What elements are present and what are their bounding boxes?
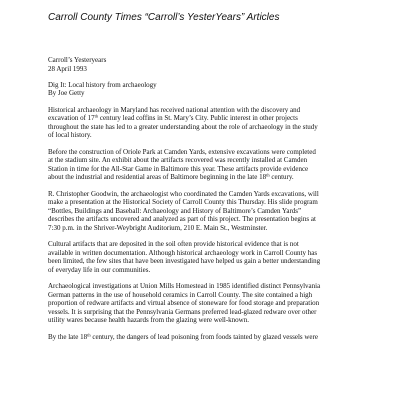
text-line: describes the artifacts uncovered and analyzed as part of this project. The presentation begins at [48, 215, 316, 224]
text-line: Historical archaeology in Maryland has received national attention with the discovery and [48, 105, 301, 114]
text-line: utility wares because health hazards from the glazing were well-known. [48, 316, 249, 325]
article-byline: By Joe Getty [48, 89, 85, 98]
paragraph-5 [48, 282, 364, 325]
article-body [48, 56, 364, 349]
text-line: “Bottles, Buildings and Baseball: Archaeology and History of Baltimore’s Camden Yards” [48, 206, 302, 215]
text-line: make a presentation at the Historical Society of Carroll County this Thursday. His slide program [48, 198, 318, 207]
superscript: th [87, 332, 91, 337]
article-meta [48, 56, 364, 73]
text-segment: century lead coffins in St. Mary’s City. Public interest in other projects [98, 114, 298, 123]
paragraph-2 [48, 148, 364, 182]
text-line: available in written documentation. Although historical archaeology work in Carroll County has [48, 248, 318, 257]
text-line: of everyday life in our communities. [48, 265, 151, 274]
text-line: Before the construction of Oriole Park at Camden Yards, extensive excavations were completed [48, 147, 316, 156]
text-segment: about the industrial and residential areas of Baltimore beginning in the late 18 [48, 173, 267, 182]
text-line: at the stadium site. An exhibit about the artifacts recovered was recently installed at Camden [48, 156, 308, 165]
text-line: R. Christopher Goodwin, the archaeologist who coordinated the Camden Yards excavations, will [48, 189, 319, 198]
paragraph-6 [48, 333, 364, 342]
text-segment: century. [269, 173, 294, 182]
text-line: been limited, the few sites that have been investigated have helped us gain a better understanding [48, 257, 321, 266]
text-line: proportion of redware artifacts and virtual absence of stoneware for food storage and preparation [48, 299, 320, 308]
text-segment: excavation of 17 [48, 114, 95, 123]
text-line [48, 114, 364, 123]
text-line: German patterns in the use of household ceramics in Carroll County. The site contained a high [48, 290, 313, 299]
text-line: vessels. It is surprising that the Pennsylvania Germans preferred lead-glazed redware over other [48, 307, 317, 316]
text-line: throughout the state has led to a greater understanding about the role of archaeology in the study [48, 122, 318, 131]
paragraph-4 [48, 240, 364, 274]
article-heading [48, 81, 364, 98]
column-name: Carroll’s Yesteryears [48, 56, 107, 64]
text-line [48, 173, 364, 182]
paragraph-3 [48, 190, 364, 233]
superscript: th [266, 172, 270, 178]
paragraph-1 [48, 106, 364, 140]
article-date: 28 April 1993 [48, 64, 87, 73]
text-line: of local history. [48, 131, 92, 140]
text-line [48, 333, 364, 342]
superscript: th [94, 113, 99, 119]
document-header: Carroll County Times “Carroll’s YesterYears” Articles [48, 12, 280, 23]
text-line: 7:30 p.m. in the Shriver-Weybright Auditorium, 210 E. Main St., Westminster. [48, 223, 268, 232]
text-segment: By the late 18 [48, 332, 88, 341]
text-line: Station in time for the All-Star Game in Baltimore this year. These artifacts provide evidence [48, 164, 309, 173]
text-line: Archaeological investigations at Union Mills Homestead in 1985 identified distinct Pennsylvania [48, 282, 321, 291]
article-headline: Dig It: Local history from archaeology [48, 80, 157, 89]
text-line: Cultural artifacts that are deposited in the soil often provide historical evidence that is not [48, 240, 299, 249]
text-segment: century, the dangers of lead poisoning from foods tainted by glazed vessels were [90, 332, 318, 341]
